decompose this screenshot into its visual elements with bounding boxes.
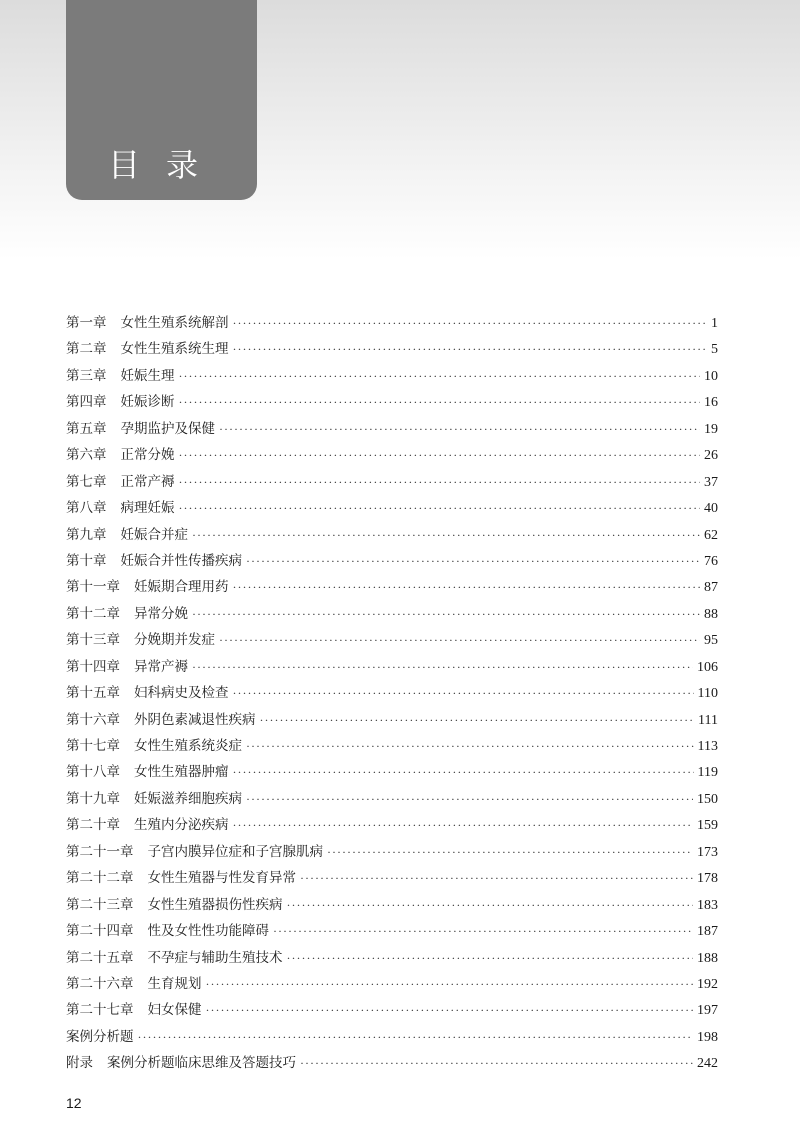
toc-leader-dots <box>192 522 700 548</box>
toc-entry[interactable] <box>66 469 718 495</box>
toc-chapter-title: 妊娠合并症 <box>120 526 188 543</box>
toc-leader-dots <box>233 574 701 600</box>
toc-chapter-number: 第十章 <box>66 552 107 569</box>
toc-entry[interactable] <box>66 416 718 442</box>
toc-chapter-number: 第六章 <box>66 447 107 464</box>
toc-page-number: 10 <box>704 368 718 384</box>
toc-chapter-title: 分娩期并发症 <box>134 632 215 649</box>
toc-chapter-number: 第二十一章 <box>66 843 134 860</box>
toc-entry[interactable] <box>66 759 718 785</box>
toc-entry[interactable] <box>66 522 718 548</box>
toc-entry[interactable] <box>66 786 718 812</box>
toc-chapter-number: 第二十六章 <box>66 975 134 992</box>
toc-entry[interactable] <box>66 1024 718 1050</box>
toc-entry[interactable] <box>66 336 718 362</box>
toc-chapter-number: 第二章 <box>66 341 107 358</box>
toc-chapter-number: 第十五章 <box>66 685 120 702</box>
toc-leader-dots <box>287 892 694 918</box>
toc-leader-dots <box>273 918 693 944</box>
toc-chapter-title: 正常分娩 <box>120 447 175 464</box>
toc-entry[interactable] <box>66 997 718 1023</box>
toc-chapter-number: 第十七章 <box>66 738 120 754</box>
toc-chapter-number: 附录 <box>66 1055 93 1072</box>
toc-page-number: 95 <box>704 633 718 649</box>
toc-leader-dots <box>300 865 693 891</box>
toc-leader-dots <box>260 707 695 733</box>
toc-chapter-number: 第十八章 <box>66 764 120 781</box>
toc-page-number: 40 <box>704 501 718 517</box>
toc-entry[interactable] <box>66 839 718 865</box>
toc-leader-dots <box>246 548 700 574</box>
toc-leader-dots <box>179 495 701 521</box>
toc-leader-dots <box>206 997 694 1023</box>
toc-chapter-title: 异常分娩 <box>134 605 188 622</box>
toc-chapter-title: 性及女性性功能障碍 <box>147 923 269 940</box>
toc-page-number: 242 <box>697 1056 718 1072</box>
toc-chapter-number: 第三章 <box>66 367 107 384</box>
toc-page-number: 173 <box>697 844 718 860</box>
page-number: 12 <box>66 1095 82 1111</box>
toc-entry[interactable] <box>66 680 718 706</box>
toc-leader-dots <box>192 654 693 680</box>
toc-entry[interactable] <box>66 601 718 627</box>
toc-leader-dots <box>233 812 694 838</box>
toc-page-number: 159 <box>697 818 718 834</box>
toc-chapter-title: 女性生殖系统炎症 <box>134 738 242 754</box>
toc-leader-dots <box>179 442 701 468</box>
toc-chapter-title: 女性生殖系统解剖 <box>120 315 229 331</box>
toc-page-number: 26 <box>704 448 718 464</box>
toc-leader-dots <box>233 336 708 362</box>
toc-chapter-number: 第十二章 <box>66 605 120 622</box>
toc-page-number: 111 <box>698 712 718 728</box>
toc-leader-dots <box>179 363 701 389</box>
toc-chapter-number: 案例分析题 <box>66 1028 134 1045</box>
toc-page-number: 197 <box>697 1003 718 1019</box>
toc-chapter-number: 第四章 <box>66 394 107 411</box>
toc-leader-dots <box>233 310 708 336</box>
toc-chapter-title: 外阴色素减退性疾病 <box>134 711 256 728</box>
toc-chapter-title: 子宫内膜异位症和子宫腺肌病 <box>147 843 323 860</box>
toc-entry[interactable] <box>66 865 718 891</box>
toc-entry[interactable] <box>66 707 718 733</box>
toc-leader-dots <box>206 971 694 997</box>
toc-entry[interactable] <box>66 1050 718 1076</box>
toc-entry[interactable] <box>66 812 718 838</box>
toc-chapter-number: 第十九章 <box>66 790 120 807</box>
toc-leader-dots <box>233 680 694 706</box>
toc-entry[interactable] <box>66 945 718 971</box>
toc-chapter-number: 第十六章 <box>66 711 120 728</box>
toc-entry[interactable] <box>66 310 718 336</box>
toc-entry[interactable] <box>66 733 718 759</box>
toc-entry[interactable] <box>66 574 718 600</box>
toc-chapter-number: 第二十四章 <box>66 923 134 940</box>
toc-page-number: 87 <box>704 580 718 596</box>
toc-chapter-number: 第二十五章 <box>66 949 134 966</box>
toc-chapter-title: 孕期监护及保健 <box>120 420 215 437</box>
toc-leader-dots <box>179 469 701 495</box>
toc-page-number: 106 <box>697 659 718 675</box>
toc-chapter-title: 正常产褥 <box>120 473 175 490</box>
toc-chapter-number: 第七章 <box>66 473 107 490</box>
toc-leader-dots <box>287 945 694 971</box>
toc-page-number: 187 <box>697 924 718 940</box>
toc-chapter-number: 第五章 <box>66 420 107 437</box>
toc-page-number: 198 <box>697 1029 718 1045</box>
toc-chapter-title: 妊娠合并性传播疾病 <box>120 552 242 569</box>
toc-entry[interactable] <box>66 918 718 944</box>
toc-entry[interactable] <box>66 389 718 415</box>
toc-chapter-title: 案例分析题临床思维及答题技巧 <box>107 1055 296 1072</box>
toc-page-number: 88 <box>704 606 718 622</box>
toc-page-number: 1 <box>711 316 718 331</box>
toc-chapter-title: 妊娠期合理用药 <box>134 579 229 596</box>
toc-chapter-number: 第二十三章 <box>66 896 134 913</box>
toc-chapter-title: 女性生殖器肿瘤 <box>134 764 229 781</box>
toc-chapter-title: 异常产褥 <box>134 658 188 675</box>
toc-entry[interactable] <box>66 627 718 653</box>
toc-page-number: 110 <box>697 686 718 702</box>
toc-leader-dots <box>233 759 694 785</box>
toc-chapter-title: 不孕症与辅助生殖技术 <box>147 949 283 966</box>
toc-entry[interactable] <box>66 654 718 680</box>
toc-entry[interactable] <box>66 548 718 574</box>
toc-leader-dots <box>179 389 701 415</box>
toc-chapter-title: 妊娠滋养细胞疾病 <box>134 790 242 807</box>
toc-page-number: 188 <box>697 950 718 966</box>
toc-chapter-title: 妊娠诊断 <box>120 394 175 411</box>
toc-page-number: 113 <box>697 739 718 754</box>
toc-chapter-number: 第十四章 <box>66 658 120 675</box>
toc-page-number: 37 <box>704 474 718 490</box>
toc-leader-dots <box>192 601 700 627</box>
toc-leader-dots <box>246 733 694 759</box>
toc-chapter-title: 女性生殖器与性发育异常 <box>147 870 296 887</box>
toc-entry[interactable] <box>66 363 718 389</box>
toc-leader-dots <box>327 839 693 865</box>
toc-chapter-title: 妊娠生理 <box>120 367 175 384</box>
toc-page-number: 16 <box>704 395 718 411</box>
toc-chapter-number: 第二十二章 <box>66 870 134 887</box>
toc-chapter-title: 妇女保健 <box>147 1002 202 1019</box>
toc-page-number: 178 <box>697 871 718 887</box>
toc-leader-dots <box>138 1024 694 1050</box>
toc-page-number: 5 <box>711 342 718 358</box>
toc-leader-dots <box>246 786 693 812</box>
toc-chapter-title: 生殖内分泌疾病 <box>134 817 229 834</box>
toc-chapter-title: 女性生殖系统生理 <box>120 341 229 358</box>
toc-page-number: 183 <box>697 897 718 913</box>
toc-chapter-number: 第八章 <box>66 500 107 517</box>
toc-page-number: 19 <box>704 421 718 437</box>
toc-chapter-title: 女性生殖器损伤性疾病 <box>147 896 283 913</box>
toc-chapter-number: 第十三章 <box>66 632 120 649</box>
toc-chapter-number: 第九章 <box>66 526 107 543</box>
toc-page-number: 150 <box>697 791 718 807</box>
toc-chapter-title: 病理妊娠 <box>120 500 175 517</box>
toc-chapter-number: 第二十七章 <box>66 1002 134 1019</box>
toc-leader-dots <box>219 627 700 653</box>
toc-leader-dots <box>300 1050 693 1076</box>
toc-page-number: 119 <box>697 765 718 781</box>
toc-chapter-number: 第十一章 <box>66 579 120 596</box>
toc-entry[interactable] <box>66 495 718 521</box>
toc-leader-dots <box>219 416 700 442</box>
toc-entry[interactable] <box>66 892 718 918</box>
toc-page-number: 192 <box>697 976 718 992</box>
toc-chapter-title: 生育规划 <box>147 975 202 992</box>
toc-entry[interactable] <box>66 971 718 997</box>
toc-chapter-number: 第二十章 <box>66 817 120 834</box>
toc-entry[interactable] <box>66 442 718 468</box>
table-of-contents <box>66 310 718 1077</box>
toc-page-number: 76 <box>704 553 718 569</box>
toc-chapter-number: 第一章 <box>66 315 107 331</box>
toc-page-number: 62 <box>704 527 718 543</box>
toc-chapter-title: 妇科病史及检查 <box>134 685 229 702</box>
page-title: 目录 <box>108 146 225 184</box>
